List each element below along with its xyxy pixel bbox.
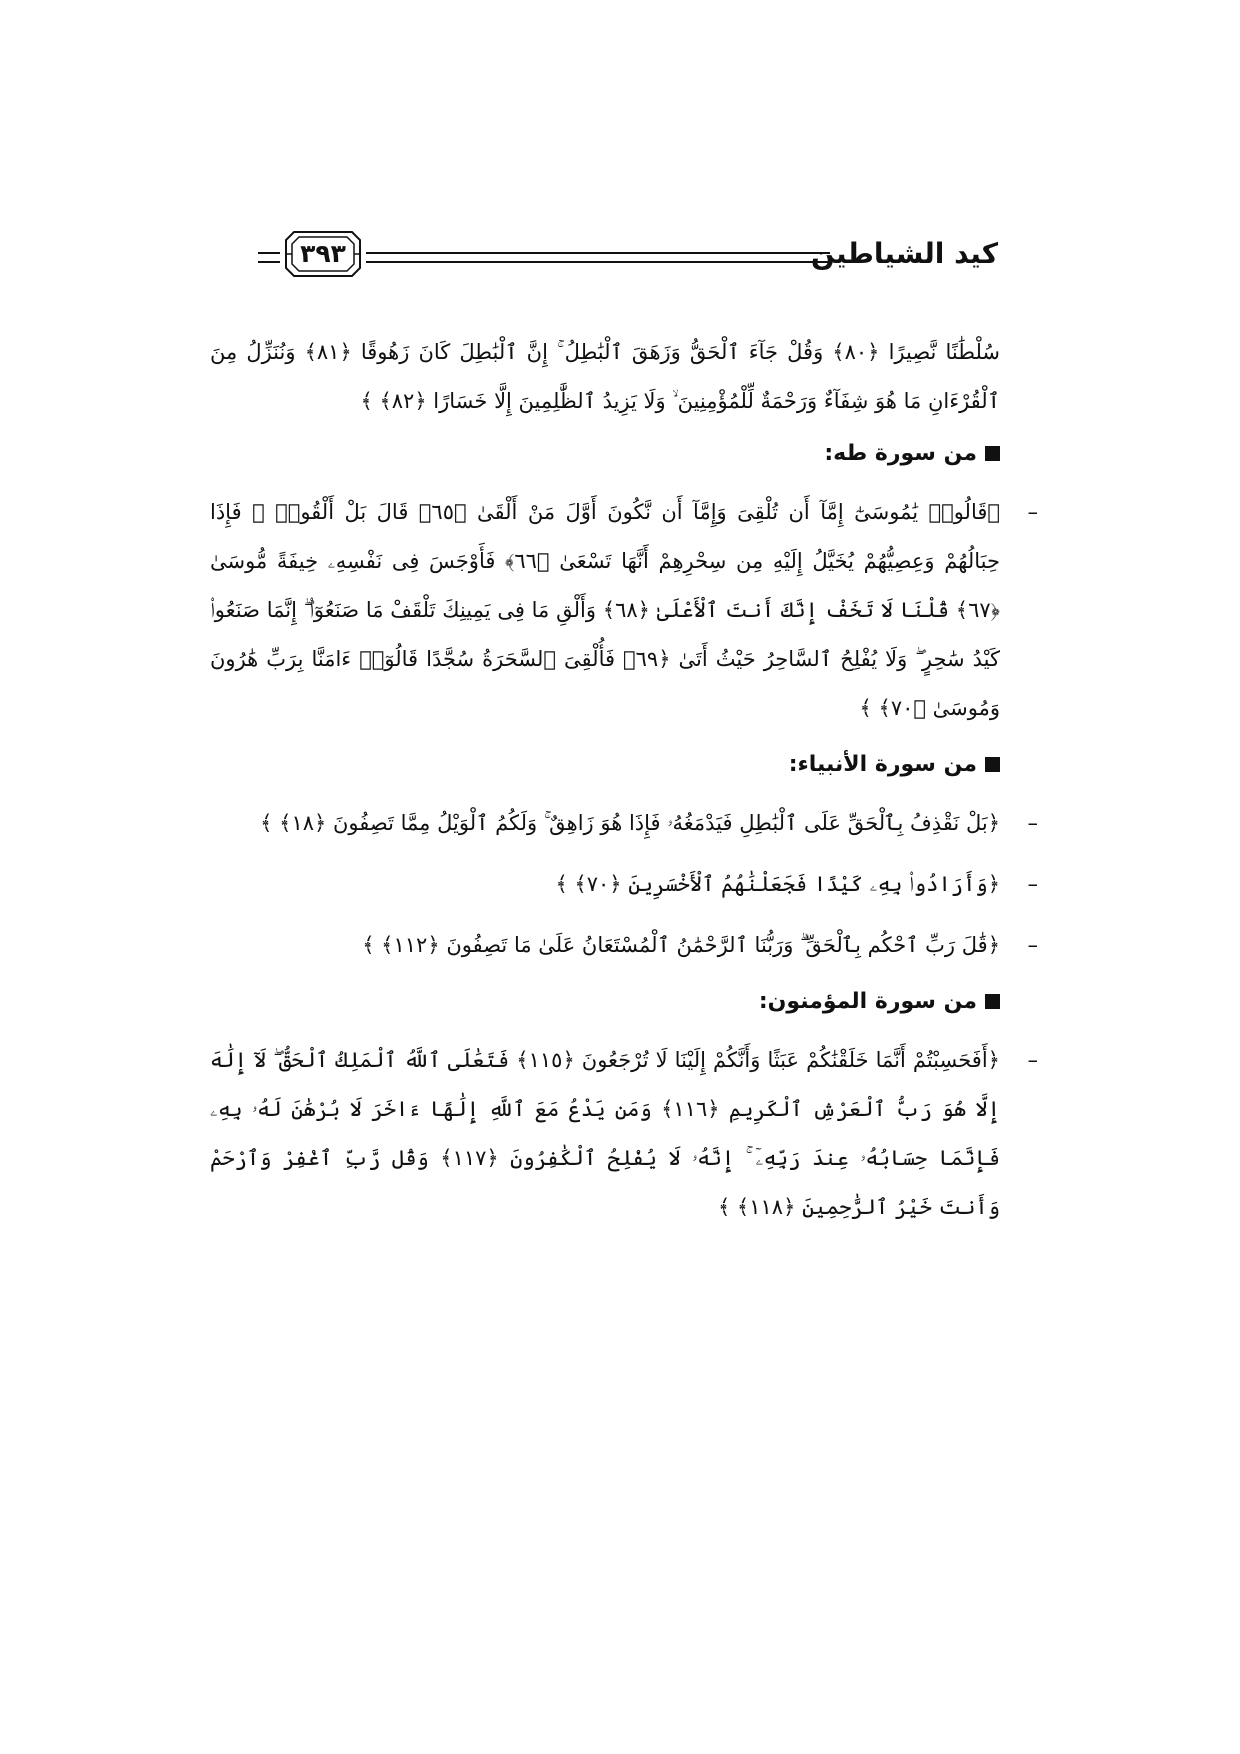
running-title: كيد الشياطين [810, 237, 998, 270]
dash-marker: – [1027, 933, 1038, 957]
square-bullet-icon [985, 446, 1000, 461]
section-heading-label: من سورة طه: [824, 441, 977, 466]
section-heading-label: من سورة المؤمنون: [758, 989, 977, 1014]
verse-text: ﴿قَالُوا۟ يَٰمُوسَىٰٓ إِمَّآ أَن تُلْقِىَ وَإِمَّآ أَن نَّكُونَ أَوَّلَ مَنْ أَلْقَىٰ ﴿٦٥﴾ قَالَ بَلْ أَلْقُوا۟ ۖ فَإِذَا حِبَالُهُمْ وَعِصِيُّهُمْ يُخَيَّلُ إِلَيْهِ مِن سِحْرِهِمْ أَنَّهَا تَسْعَىٰ ﴿٦٦﴾ فَأَوْجَسَ فِى نَفْسِهِۦ خِيفَةً مُّوسَىٰ ﴿٦٧﴾ قُلْنَا لَا تَخَفْ إِنَّكَ أَنتَ ٱلْأَعْلَىٰ ﴿٦٨﴾ وَأَلْقِ مَا فِى يَمِينِكَ تَلْقَفْ مَا صَنَعُوٓا۟ ۖ إِنَّمَا صَنَعُوا۟ كَيْدُ سَٰحِرٍ ۖ وَلَا يُفْلِحُ ٱلسَّاحِرُ حَيْثُ أَتَىٰ ﴿٦٩﴾ فَأُلْقِىَ ٱلسَّحَرَةُ سُجَّدًا قَالُوٓا۟ ءَامَنَّا بِرَبِّ هَٰرُونَ وَمُوسَىٰ ﴿٧٠﴾ ﴾ [210, 500, 1000, 720]
square-bullet-icon [985, 757, 1000, 772]
page-header [258, 222, 998, 286]
dash-marker: – [1027, 811, 1038, 835]
header-rule-middle [366, 252, 830, 263]
dash-marker: – [1027, 872, 1038, 896]
verse-text: ﴿قَٰلَ رَبِّ ٱحْكُم بِٱلْحَقِّ ۗ وَرَبُّنَا ٱلرَّحْمَٰنُ ٱلْمُسْتَعَانُ عَلَىٰ مَا تَصِفُونَ ﴿١١٢﴾ ﴾ [362, 933, 1000, 957]
page-body [210, 328, 1038, 1244]
list-item [210, 921, 1038, 970]
verse-text: ﴿بَلْ نَقْذِفُ بِٱلْحَقِّ عَلَى ٱلْبَٰطِلِ فَيَدْمَغُهُۥ فَإِذَا هُوَ زَاهِقٌ ۚ وَلَكُمُ ٱلْوَيْلُ مِمَّا تَصِفُونَ ﴿١٨﴾ ﴾ [260, 811, 1000, 835]
section-heading-label: من سورة الأنبياء: [788, 752, 977, 777]
list-item [210, 1036, 1038, 1232]
dash-marker: – [1027, 500, 1038, 524]
intro-verse: سُلْطَٰنًا نَّصِيرًا ﴿٨٠﴾ وَقُلْ جَآءَ ٱلْحَقُّ وَزَهَقَ ٱلْبَٰطِلُ ۚ إِنَّ ٱلْبَٰطِلَ كَانَ زَهُوقًا ﴿٨١﴾ وَنُنَزِّلُ مِنَ ٱلْقُرْءَانِ مَا هُوَ شِفَآءٌ وَرَحْمَةٌ لِّلْمُؤْمِنِينَ ۙ وَلَا يَزِيدُ ٱلظَّٰلِمِينَ إِلَّا خَسَارًا ﴿٨٢﴾ ﴾ [210, 340, 1000, 413]
dash-marker: – [1027, 1048, 1038, 1072]
verse-text: ﴿وَأَرَادُوا۟ بِهِۦ كَيْدًا فَجَعَلْنَٰهُمُ ٱلْأَخْسَرِينَ ﴿٧٠﴾ ﴾ [555, 872, 1000, 896]
page-number: ٣٩٣ [300, 239, 346, 268]
list-item [210, 799, 1038, 848]
square-bullet-icon [985, 994, 1000, 1009]
section-heading-muminun [210, 982, 1000, 1022]
section-heading-anbiya [210, 745, 1000, 785]
list-item [210, 488, 1038, 733]
list-item [210, 860, 1038, 909]
section-heading-taha [210, 434, 1000, 474]
verse-text: ﴿أَفَحَسِبْتُمْ أَنَّمَا خَلَقْنَٰكُمْ عَبَثًا وَأَنَّكُمْ إِلَيْنَا لَا تُرْجَعُونَ ﴿١١٥﴾ فَتَعَٰلَى ٱللَّهُ ٱلْمَلِكُ ٱلْحَقُّ ۖ لَآ إِلَٰهَ إِلَّا هُوَ رَبُّ ٱلْعَرْشِ ٱلْكَرِيمِ ﴿١١٦﴾ وَمَن يَدْعُ مَعَ ٱللَّهِ إِلَٰهًا ءَاخَرَ لَا بُرْهَٰنَ لَهُۥ بِهِۦ فَإِنَّمَا حِسَابُهُۥ عِندَ رَبِّهِۦٓ ۚ إِنَّهُۥ لَا يُفْلِحُ ٱلْكَٰفِرُونَ ﴿١١٧﴾ وَقُل رَّبِّ ٱغْفِرْ وَٱرْحَمْ وَأَنتَ خَيْرُ ٱلرَّٰحِمِينَ ﴿١١٨﴾ ﴾ [210, 1048, 1000, 1219]
header-rule-left [258, 252, 280, 263]
